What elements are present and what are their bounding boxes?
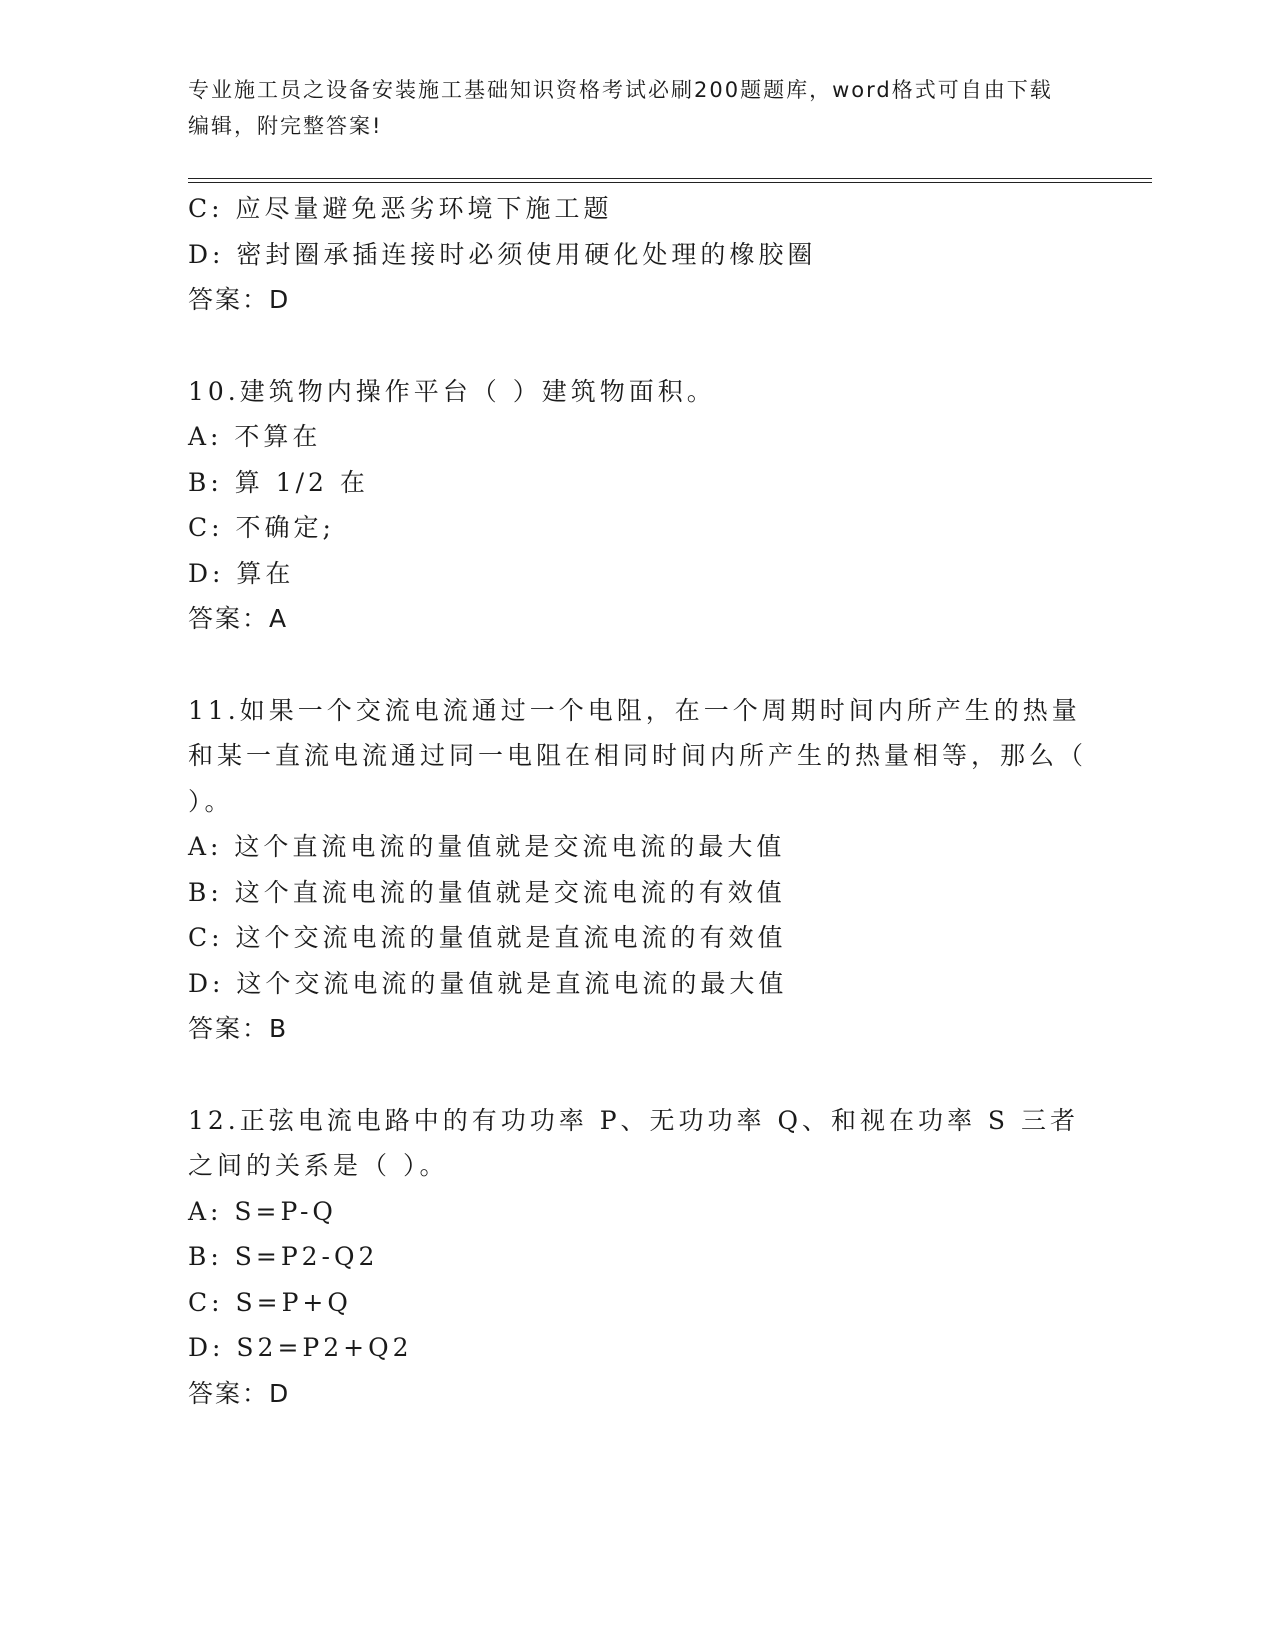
option-c: C: 这个交流电流的量值就是直流电流的有效值: [188, 923, 787, 952]
question-stem: 11.如果一个交流电流通过一个电阻，在一个周期时间内所产生的热量和某一直流电流通过同一电阻在相同时间内所产生的热量相等，那么（ ）。: [188, 695, 1088, 816]
header-divider: [188, 178, 1152, 183]
option-a: A: 不算在: [188, 422, 322, 451]
answer-line: 答案：B: [188, 1014, 289, 1043]
question-block-prev: [188, 186, 1088, 323]
option-b: B: 算 1/2 在: [188, 467, 369, 497]
option-d: D: 算在: [188, 558, 295, 588]
option-a: A: S=P-Q: [188, 1196, 337, 1226]
option-d: D: S2=P2+Q2: [188, 1333, 413, 1362]
document-body: [188, 186, 1088, 1416]
document-title: 专业施工员之设备安装施工基础知识资格考试必刷200题题库，word格式可自由下载编辑，附完整答案!: [188, 78, 1053, 138]
spacer: [188, 642, 1088, 688]
page-header: [188, 72, 1068, 144]
question-block-12: [188, 1098, 1088, 1417]
question-block-10: [188, 369, 1088, 642]
option-b: B: S=P2-Q2: [188, 1242, 379, 1271]
spacer: [188, 1052, 1088, 1098]
question-stem: 12.正弦电流电路中的有功功率 P、无功功率 Q、和视在功率 S 三者之间的关系是（ ）。: [188, 1105, 1079, 1180]
question-block-11: [188, 688, 1088, 1052]
spacer: [188, 323, 1088, 369]
option-c: C: 应尽量避免恶劣环境下施工题: [188, 194, 613, 223]
option-b: B: 这个直流电流的量值就是交流电流的有效值: [188, 877, 786, 907]
question-stem: 10.建筑物内操作平台（ ）建筑物面积。: [188, 376, 716, 406]
option-c: C: S=P+Q: [188, 1287, 352, 1317]
option-a: A: 这个直流电流的量值就是交流电流的最大值: [188, 832, 786, 861]
answer-line: 答案：D: [188, 1378, 291, 1408]
option-d: D: 密封圈承插连接时必须使用硬化处理的橡胶圈: [188, 239, 817, 269]
option-d: D: 这个交流电流的量值就是直流电流的最大值: [188, 968, 788, 998]
answer-line: 答案：D: [188, 285, 291, 314]
answer-line: 答案：A: [188, 604, 289, 633]
option-c: C: 不确定;: [188, 513, 335, 542]
